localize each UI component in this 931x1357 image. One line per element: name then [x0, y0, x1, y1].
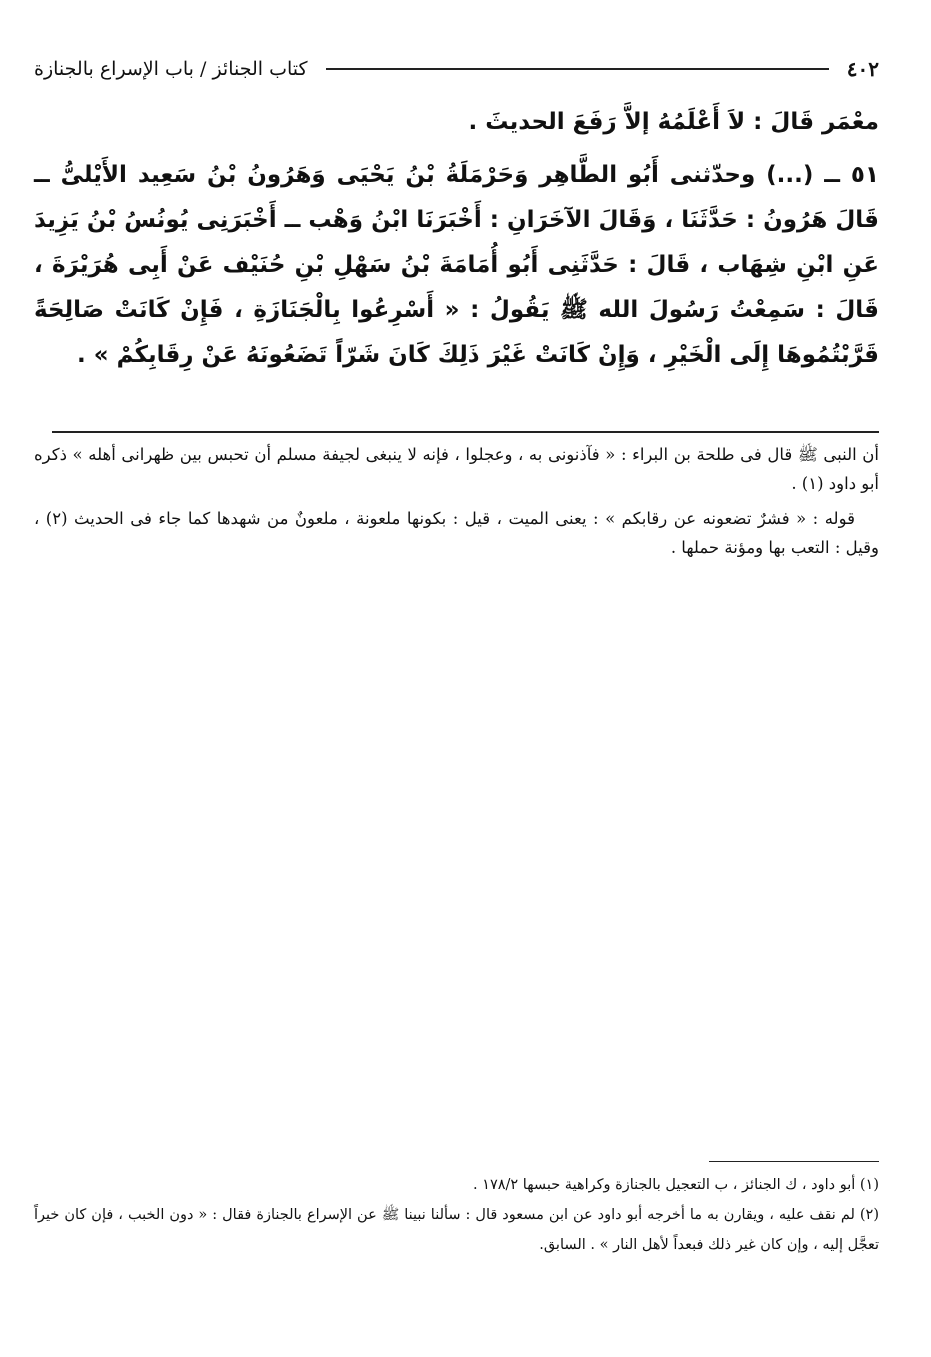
commentary-paragraph-1: أن النبى ﷺ قال فى طلحة بن البراء : « فآذنونى به ، وعجلوا ، فإنه لا ينبغى لجيفة مسلم أن تحبس بين ظهرانى أهله » ذكره أبو داود (١) . [34, 445, 879, 493]
running-header [34, 52, 879, 86]
header-rule [326, 68, 829, 70]
commentary-paragraph-2: قوله : « فشرٌ تضعونه عن رقابكم » : يعنى الميت ، قيل : بكونها ملعونة ، ملعونٌ من شهدها كما جاء فى الحديث (٢) ، وقيل : التعب بها ومؤنة حملها . [34, 509, 879, 557]
hadith-text [34, 100, 879, 378]
footnote-1: (١) أبو داود ، ك الجنائز ، ب التعجيل بالجنازة وكراهية حبسها ١٧٨/٢ . [472, 1177, 879, 1193]
footnote-divider [709, 1161, 879, 1162]
hadith-paragraph-2: ٥١ ــ (...) وحدّثنى أَبُو الطَّاهِر وَحَرْمَلَةُ بْنُ يَحْيَى وَهَرُونُ بْنُ سَعِيد الأَيْلىُّ ــ قَالَ هَرُونُ : حَدَّثَنَا ، وَقَالَ الآخَرَانِ : أَخْبَرَنَا ابْنُ وَهْب ــ أَخْبَرَنِى يُونُسُ بْنُ يَزِيدَ عَنِ ابْنِ شِهَاب ، قَالَ : حَدَّثَنِى أَبُو أُمَامَةَ بْنُ سَهْلِ بْنِ حُنَيْف عَنْ أَبِى هُرَيْرَةَ ، قَالَ : سَمِعْتُ رَسُولَ الله ﷺ يَقُولُ : « أَسْرِعُوا بِالْجَنَازَةِ ، فَإِنْ كَانَتْ صَالِحَةً قَرَّبْتُمُوهَا إِلَى الْخَيْرِ ، وَإِنْ كَانَتْ غَيْرَ ذَلِكَ كَانَ شَرّاً تَضَعُونَهُ عَنْ رِقَابِكُمْ » . [34, 162, 879, 368]
page-number: ٤٠٢ [846, 57, 879, 81]
running-title: كتاب الجنائز / باب الإسراع بالجنازة [34, 58, 308, 80]
footnote-2: (٢) لم نقف عليه ، ويقارن به ما أخرجه أبو داود عن ابن مسعود قال : سألنا نبينا ﷺ عن الإسراع بالجنازة فقال : « دون الخبب ، فإن كان خيراً تعجَّل إليه ، وإن كان غير ذلك فبعداً لأهل النار » . السابق. [34, 1207, 879, 1253]
commentary-text [34, 440, 879, 562]
footnotes [34, 1170, 879, 1260]
commentary-divider [52, 431, 879, 433]
hadith-paragraph-1: معْمَر قَالَ : لاَ أَعْلَمُهُ إلاَّ رَفَعَ الحديثَ . [468, 109, 879, 135]
